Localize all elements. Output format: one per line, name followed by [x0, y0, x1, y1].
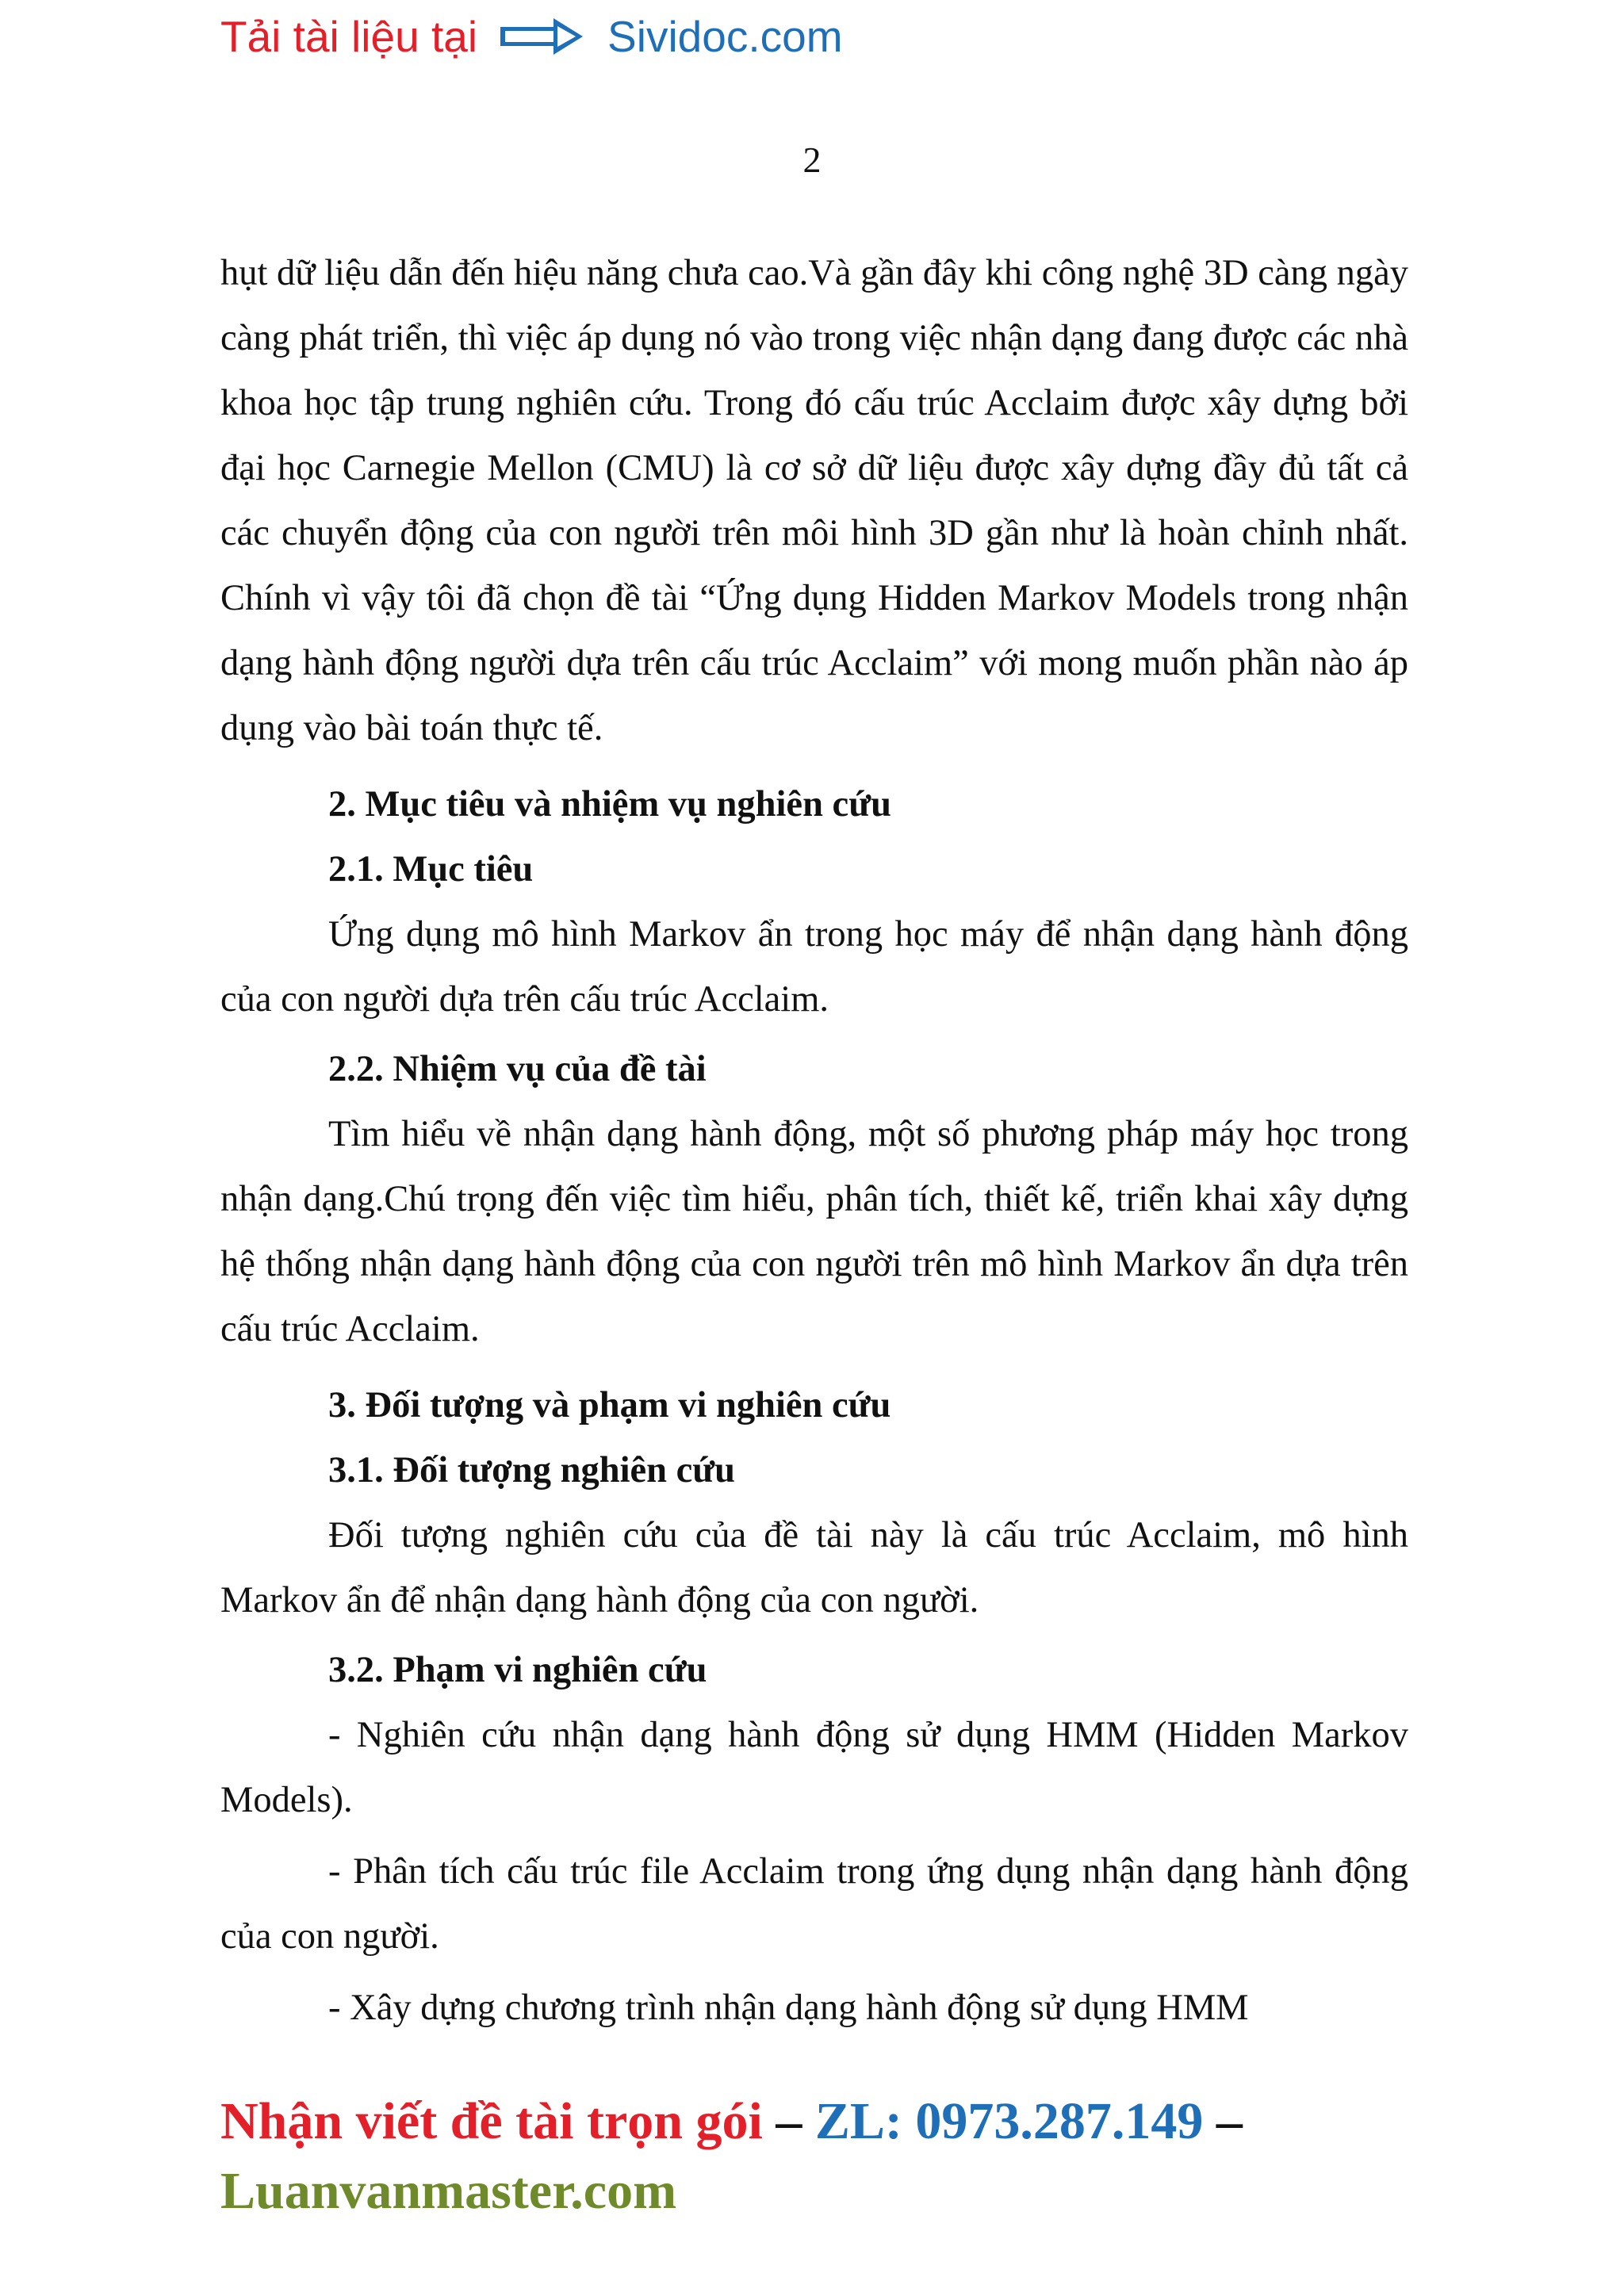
scope-item-2: - Phân tích cấu trúc file Acclaim trong ứng dụng nhận dạng hành động của con người.	[220, 1851, 1408, 1957]
intro-paragraph: hụt dữ liệu dẫn đến hiệu năng chưa cao.Và gần đây khi công nghệ 3D càng ngày càng phát triển, thì việc áp dụng nó vào trong việc nhận dạng đang được các nhà khoa học tập trung nghiên cứu. Trong đó cấu trúc Acclaim được xây dựng bởi đại học Carnegie Mellon (CMU) là cơ sở dữ liệu được xây dựng đầy đủ tất cả các chuyển động của con người trên môi hình 3D gần như là hoàn chỉnh nhất. Chính vì vậy tôi đã chọn đề tài “Ứng dụng Hidden Markov Models trong nhận dạng hành động người dựa trên cấu trúc Acclaim” với mong muốn phần nào áp dụng vào bài toán thực tế.	[220, 253, 1408, 748]
section-3-1-text: Đối tượng nghiên cứu của đề tài này là cấu trúc Acclaim, mô hình Markov ẩn để nhận dạng hành động của con người.	[220, 1515, 1408, 1621]
promo-line-1	[220, 2087, 1243, 2156]
right-arrow-icon	[498, 16, 585, 57]
section-2-heading: 2. Mục tiêu và nhiệm vụ nghiên cứu	[328, 784, 891, 825]
document-body	[220, 241, 1408, 2041]
section-2-2-text: Tìm hiểu về nhận dạng hành động, một số phương pháp máy học trong nhận dạng.Chú trọng đến việc tìm hiểu, phân tích, thiết kế, triển khai xây dựng hệ thống nhận dạng hành động của con người trên mô hình Markov ẩn dựa trên cấu trúc Acclaim.	[220, 1114, 1408, 1349]
top-banner	[220, 5, 843, 68]
section-2-2-heading: 2.2. Nhiệm vụ của đề tài	[328, 1049, 707, 1089]
page-number: 2	[802, 140, 822, 180]
section-3-2-heading: 3.2. Phạm vi nghiên cứu	[328, 1650, 707, 1690]
section-2-1-heading: 2.1. Mục tiêu	[328, 849, 534, 890]
section-2-1-text: Ứng dụng mô hình Markov ẩn trong học máy để nhận dạng hành động của con người dựa trên cấu trúc Acclaim.	[220, 914, 1408, 1020]
banner-prefix: Tải tài liệu tại	[220, 12, 478, 61]
scope-item-1: - Nghiên cứu nhận dạng hành động sử dụng HMM (Hidden Markov Models).	[220, 1715, 1408, 1820]
scope-item-3: - Xây dựng chương trình nhận dạng hành động sử dụng HMM	[328, 1988, 1249, 2028]
section-3-heading: 3. Đối tượng và phạm vi nghiên cứu	[328, 1385, 891, 1425]
section-3-1-heading: 3.1. Đối tượng nghiên cứu	[328, 1450, 736, 1490]
bottom-promo	[220, 2087, 1243, 2226]
promo-website-link[interactable]: Luanvanmaster.com	[220, 2162, 677, 2220]
banner-site-link[interactable]: Sividoc.com	[607, 12, 843, 61]
promo-contact[interactable]: ZL: 0973.287.149	[814, 2092, 1204, 2150]
promo-dash-2: –	[1203, 2092, 1243, 2150]
promo-dash-1: –	[762, 2092, 815, 2150]
promo-offer: Nhận viết đề tài trọn gói	[220, 2092, 763, 2150]
